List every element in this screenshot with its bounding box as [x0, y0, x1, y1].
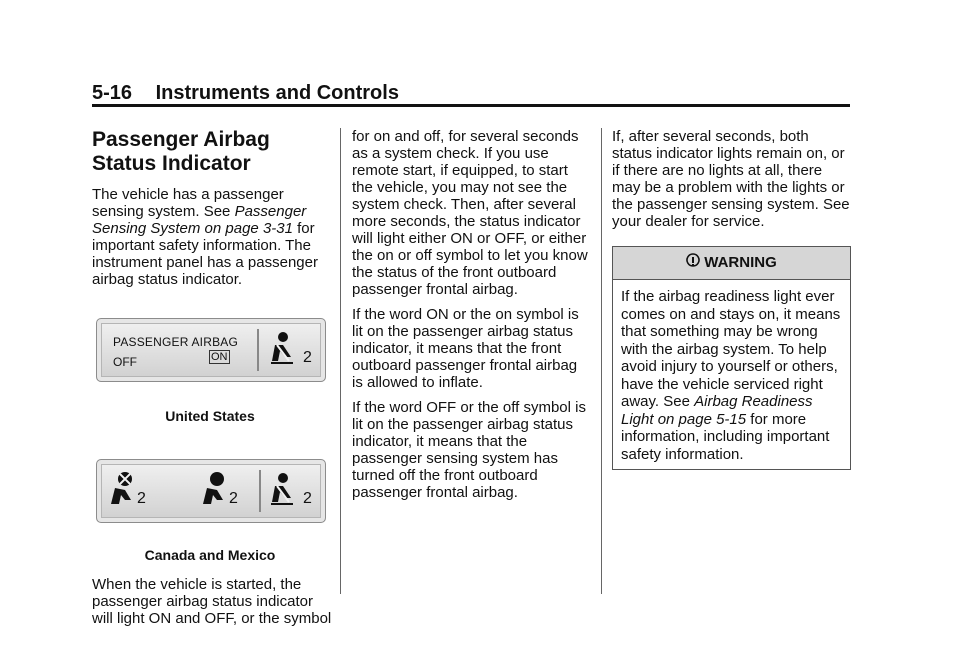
airbag-on-icon — [201, 470, 231, 510]
warning-icon — [686, 253, 700, 269]
page-number: 5-16 — [92, 82, 133, 104]
intro-text-a: The vehicle has a passenger sensing system. See — [92, 186, 284, 220]
passenger-sensing-link[interactable]: Passenger Sensing System on page 3-31 — [92, 203, 307, 237]
passenger-airbag-label: PASSENGER AIRBAG — [113, 335, 239, 349]
warning-title: WARNING — [704, 254, 777, 271]
section-title: Instruments and Controls — [155, 82, 399, 104]
section-heading: Passenger Airbag Status Indicator — [92, 128, 270, 175]
off-symbol-paragraph: If the word OFF or the off symbol is lit on the passenger airbag status indicator, it means that the passenger sensing system has turned off the front outboard passenger frontal airbag. — [352, 399, 586, 501]
intro-text-b: for important safety information. The instrument panel has a passenger airbag status indicator. — [92, 220, 318, 288]
seat-number-1: 2 — [137, 490, 146, 507]
startup-paragraph: When the vehicle is started, the passenger airbag status indicator will light ON and OFF, or the symbol — [92, 576, 332, 627]
caption-canada-mexico: Canada and Mexico — [144, 547, 276, 563]
panel-separator — [259, 470, 261, 512]
column-3 — [612, 128, 852, 470]
airbag-off-icon — [109, 470, 139, 510]
seat-number-3: 2 — [303, 490, 312, 507]
warning-text-b: for more information, including important safety information. — [621, 410, 830, 463]
warning-header — [613, 247, 850, 280]
warning-text-a: If the airbag readiness light ever comes on and stays on, it means that something may be wrong with the airbag system. To help avoid injury to yourself or others, have the vehicle serviced right away. See — [621, 288, 841, 410]
canada-mexico-indicator-panel — [96, 459, 326, 523]
column-1 — [92, 126, 332, 635]
us-indicator-panel — [96, 318, 326, 382]
seat-number-2: 2 — [229, 490, 238, 507]
airbag-readiness-link[interactable]: Airbag Readiness Light on page 5-15 — [621, 393, 813, 428]
off-label: OFF — [113, 355, 137, 369]
column-divider-2 — [601, 128, 602, 594]
page-header — [92, 82, 850, 105]
warning-body — [613, 280, 850, 469]
column-2 — [352, 128, 592, 509]
system-check-paragraph: for on and off, for several seconds as a system check. If you use remote start, if equipped, to start the vehicle, you may not see the system check. Then, after several more seconds, the status indicator will light either ON or OFF, or either the on or off symbol to let you know the status of the front outboard passenger frontal airbag. — [352, 128, 588, 298]
service-paragraph: If, after several seconds, both status indicator lights remain on, or if there are no lights at all, there may be a problem with the lights or the passenger sensing system. See your dealer for service. — [612, 128, 850, 230]
warning-box — [612, 246, 851, 470]
panel-separator — [257, 329, 259, 371]
on-symbol-paragraph: If the word ON or the on symbol is lit on the passenger airbag status indicator, it means that the front outboard passenger frontal airbag is allowed to inflate. — [352, 306, 579, 391]
on-label: ON — [211, 351, 228, 363]
caption-united-states: United States — [165, 408, 255, 424]
seat-number: 2 — [303, 349, 312, 366]
header-rule — [92, 104, 850, 107]
column-divider-1 — [340, 128, 341, 594]
intro-paragraph — [92, 186, 332, 288]
